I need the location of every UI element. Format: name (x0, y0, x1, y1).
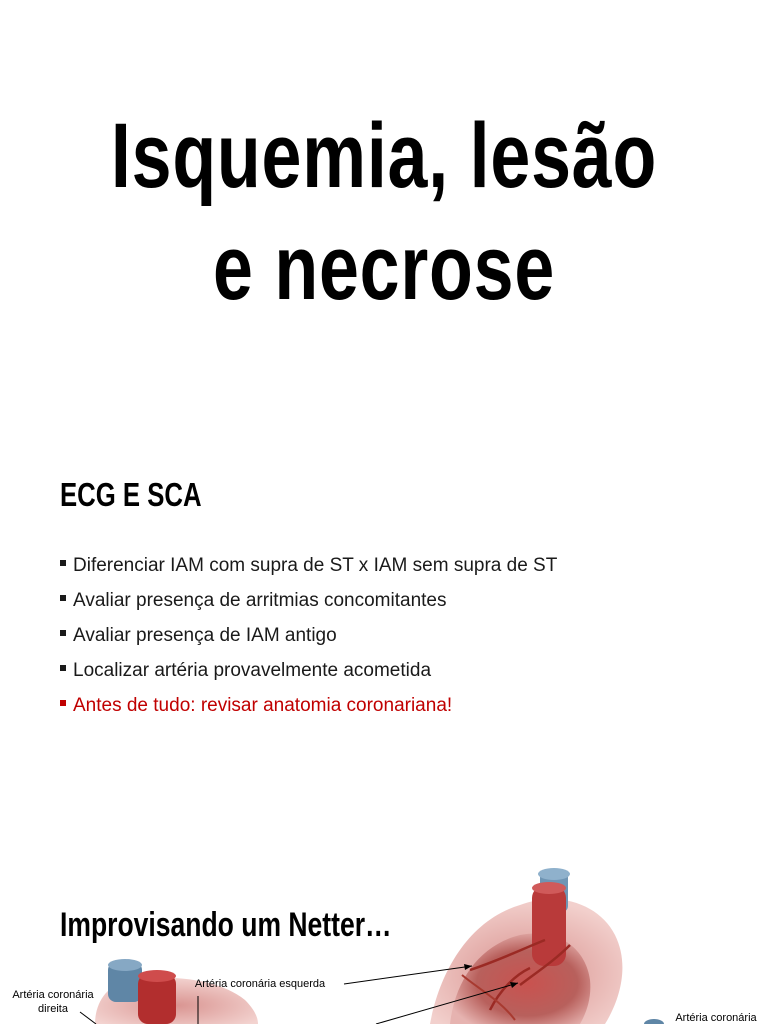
heart-large-icon (430, 868, 622, 1024)
vessel-icon (644, 1019, 664, 1024)
heart-small-icon (95, 959, 258, 1024)
label-coronary-right-side: Artéria coronária (675, 1012, 757, 1024)
bullet-item: Diferenciar IAM com supra de ST x IAM sem supra de ST (60, 548, 557, 583)
bullet-square-icon (60, 595, 66, 601)
bullet-item-highlight: Antes de tudo: revisar anatomia coronariana! (60, 688, 557, 723)
bullet-square-icon (60, 560, 66, 566)
bullet-item: Avaliar presença de IAM antigo (60, 618, 557, 653)
bullet-item: Avaliar presença de arritmias concomitantes (60, 583, 557, 618)
title-line-2: e necrose (212, 217, 556, 319)
bullet-square-icon (60, 700, 66, 706)
bullet-square-icon (60, 665, 66, 671)
bullet-square-icon (60, 630, 66, 636)
bullet-list (60, 548, 557, 723)
bullet-item: Localizar artéria provavelmente acometida (60, 653, 557, 688)
title-line-1: Isquemia, lesão (110, 105, 658, 207)
page-title (84, 100, 683, 324)
label-right-coronary: Artéria coronária direita (12, 989, 94, 1015)
section-heading: ECG E SCA (60, 476, 202, 513)
label-left-coronary: Artéria coronária esquerda (194, 978, 326, 990)
netter-heading: Improvisando um Netter… (60, 906, 392, 944)
